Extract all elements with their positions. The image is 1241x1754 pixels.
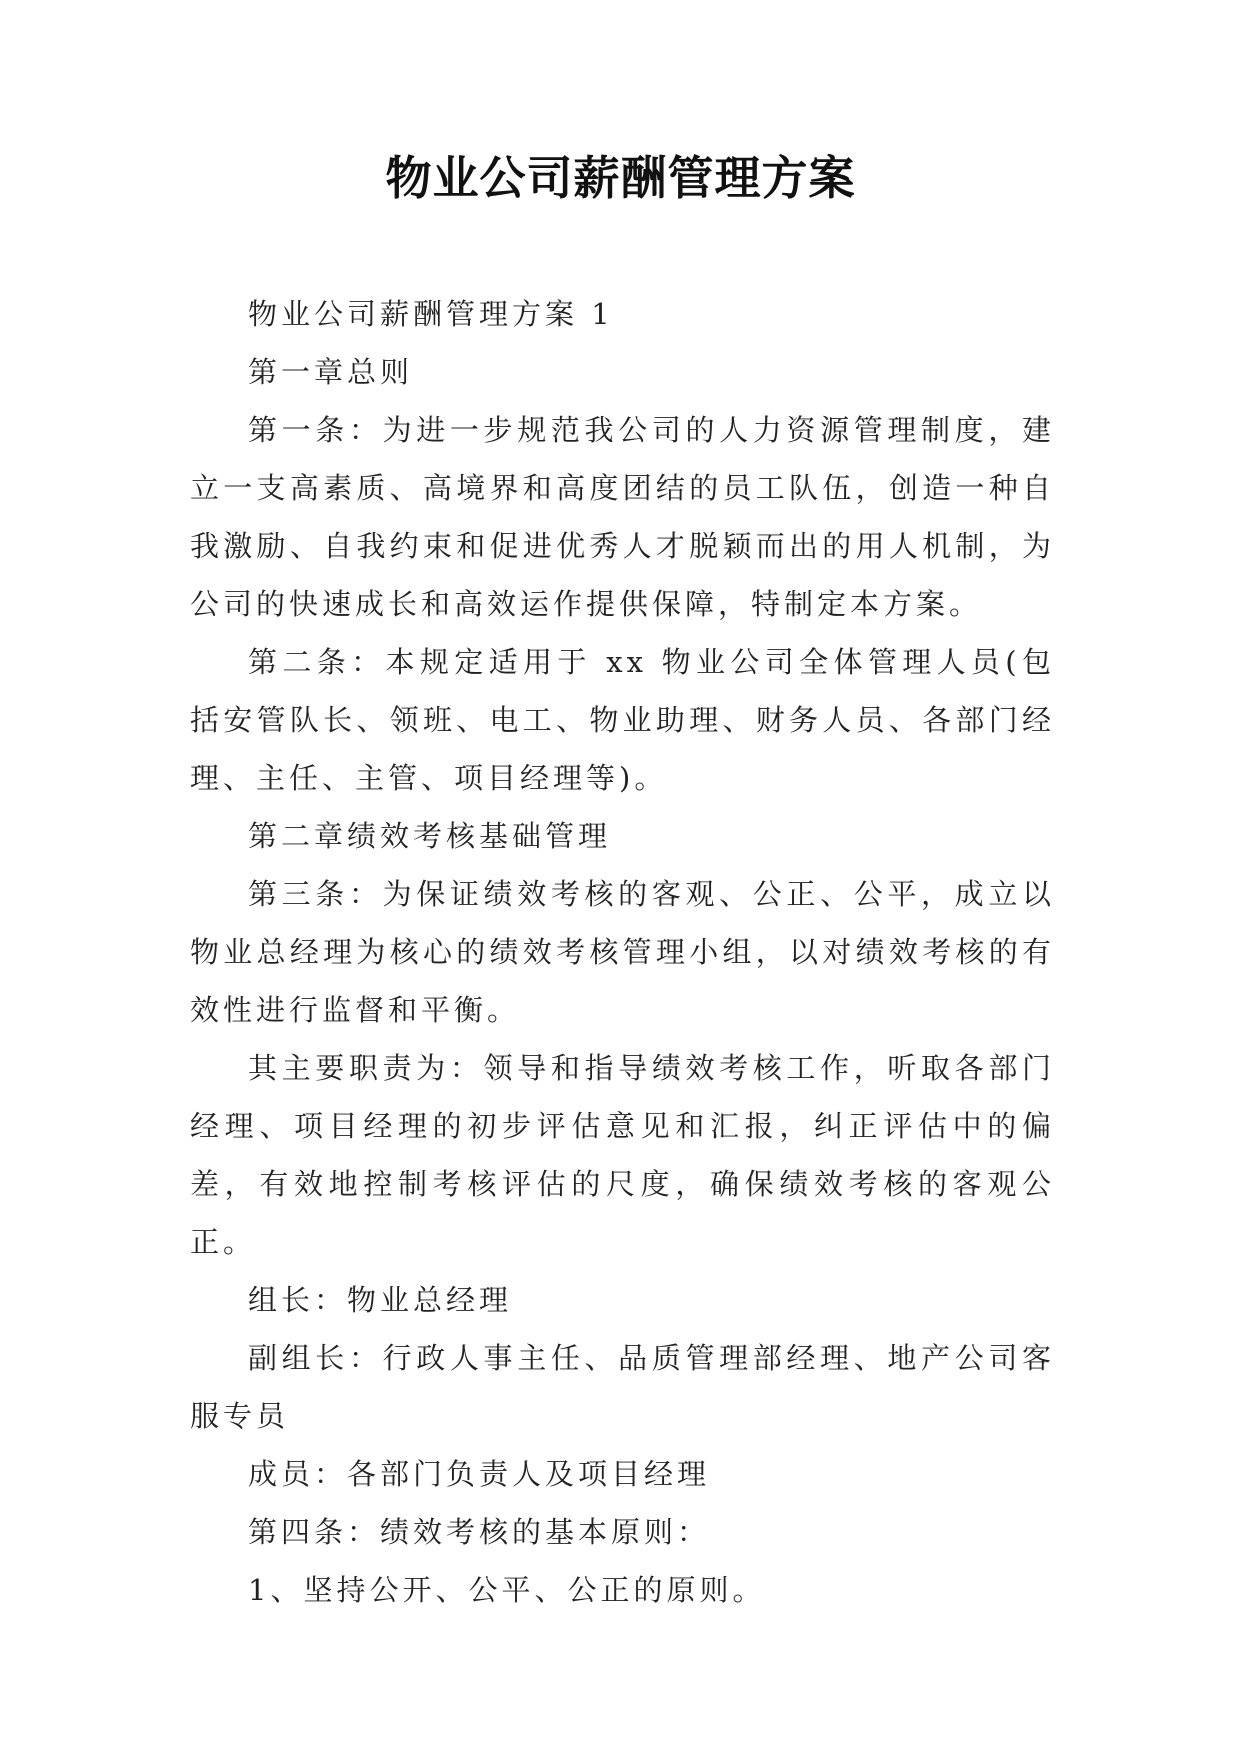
document-title: 物业公司薪酬管理方案 xyxy=(385,151,856,205)
article-2: 第二条：本规定适用于 xx 物业公司全体管理人员(包括安管队长、领班、电工、物业助理、财务人员、各部门经理、主任、主管、项目经理等)。 xyxy=(190,645,1055,795)
article-3-duties: 其主要职责为：领导和指导绩效考核工作，听取各部门经理、项目经理的初步评估意见和汇报，纠正评估中的偏差，有效地控制考核评估的尺度，确保绩效考核的客观公正。 xyxy=(190,1051,1055,1259)
document-body xyxy=(190,285,1055,1619)
group-leader: 组长：物业总经理 xyxy=(248,1283,513,1317)
group-deputy-leader: 副组长：行政人事主任、品质管理部经理、地产公司客服专员 xyxy=(190,1341,1055,1433)
group-members: 成员：各部门负责人及项目经理 xyxy=(248,1457,711,1491)
principle-1: 1、坚持公开、公平、公正的原则。 xyxy=(248,1573,766,1607)
paragraph-heading: 物业公司薪酬管理方案 1 xyxy=(248,297,614,331)
chapter-heading-2: 第二章绩效考核基础管理 xyxy=(248,819,612,853)
article-4: 第四条：绩效考核的基本原则： xyxy=(248,1515,711,1549)
article-3: 第三条：为保证绩效考核的客观、公正、公平，成立以物业总经理为核心的绩效考核管理小组，以对绩效考核的有效性进行监督和平衡。 xyxy=(190,877,1055,1027)
chapter-heading-1: 第一章总则 xyxy=(248,355,414,389)
article-1: 第一条：为进一步规范我公司的人力资源管理制度，建立一支高素质、高境界和高度团结的员工队伍，创造一种自我激励、自我约束和促进优秀人才脱颖而出的用人机制，为公司的快速成长和高效运作提供保障，特制定本方案。 xyxy=(190,413,1055,621)
